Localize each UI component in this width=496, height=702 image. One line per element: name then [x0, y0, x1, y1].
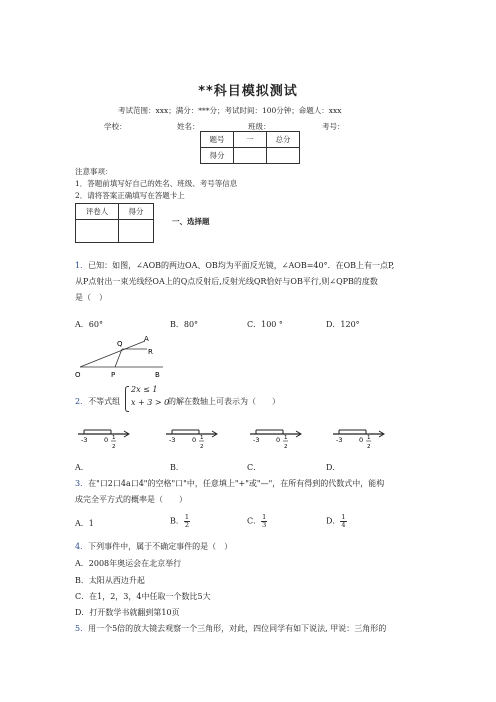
- q3-option-c[interactable]: [247, 514, 267, 529]
- tick-label: 1: [367, 435, 371, 441]
- q2-option-b[interactable]: B．: [170, 463, 184, 472]
- tick-label: 2: [112, 444, 116, 450]
- q1-option-b[interactable]: B．80°: [170, 320, 199, 329]
- inequality-1: 2x ≤ 1: [131, 385, 158, 394]
- grader-cell[interactable]: [119, 220, 154, 243]
- school-label: 学校：: [104, 122, 127, 131]
- grader-table: [75, 203, 154, 243]
- denominator: 3: [262, 521, 267, 529]
- question-number: 4．: [75, 542, 89, 551]
- question-2-suffix: 的解在数轴上可表示为（ ）: [168, 397, 280, 406]
- q1-option-c[interactable]: C．100 °: [247, 320, 283, 329]
- tick-label: -3: [81, 436, 88, 444]
- q2-option-d[interactable]: D．: [326, 463, 341, 472]
- q1-figure: [75, 333, 165, 381]
- note-item-2: 2．请将答案正确填写在答题卡上: [75, 191, 185, 200]
- tick-label: 1: [284, 435, 288, 441]
- q3-option-d[interactable]: [326, 514, 347, 529]
- label-b: B: [155, 371, 160, 379]
- numerator: 1: [341, 513, 346, 521]
- question-1-line1: 已知：如图，∠AOB的两边OA、OB均为平面反光镜，∠AOB=40°．在OB上有一点P,: [88, 261, 395, 270]
- label-p: P: [111, 371, 116, 379]
- fraction-one-half: [184, 514, 190, 529]
- label-r: R: [148, 348, 153, 356]
- q3-option-c-label: C．: [247, 516, 262, 526]
- tick-label: 0: [192, 436, 197, 444]
- tick-label: -3: [169, 436, 176, 444]
- notes-heading: 注意事项：: [75, 167, 113, 176]
- number-label: 考号：: [322, 122, 345, 131]
- numerator: 1: [262, 513, 267, 521]
- brace: [125, 386, 129, 412]
- numerator: 1: [184, 513, 190, 521]
- q2-number-lines: [76, 425, 396, 453]
- q3-option-a[interactable]: A．1: [75, 519, 94, 528]
- number-line-b: [166, 430, 217, 450]
- score-cell[interactable]: [234, 148, 267, 164]
- grader-col-0: 评卷人: [76, 204, 119, 220]
- fraction-one-quarter: [340, 514, 346, 529]
- question-4: [75, 539, 232, 555]
- tick-label: 0: [104, 436, 109, 444]
- tick-label: 0: [359, 436, 364, 444]
- q4-option-c[interactable]: C．在1，2，3，4中任取一个数比5大: [75, 592, 211, 601]
- label-o: O: [75, 371, 81, 379]
- denominator: 4: [341, 521, 346, 529]
- denominator: 2: [184, 521, 190, 529]
- tick-label: -3: [253, 436, 260, 444]
- number-line-d: [333, 430, 384, 450]
- question-2: [75, 394, 120, 410]
- ray-oa: [80, 341, 145, 367]
- question-1: [75, 258, 435, 306]
- question-1-line2: 从P点射出一束光线经OA上的Q点反射后,反射光线QR恰好与OB平行,则∠QPB的度数: [75, 277, 378, 286]
- note-item-1: 1．答题前填写好自己的姓名、班级、考号等信息: [75, 179, 238, 188]
- grader-col-1: 得分: [119, 204, 154, 220]
- q4-option-a[interactable]: A．2008年奥运会在北京举行: [75, 559, 182, 568]
- question-4-stem: 下列事件中，属于不确定事件的是（ ）: [88, 542, 233, 551]
- grader-cell[interactable]: [76, 220, 119, 243]
- name-label: 姓名：: [177, 122, 200, 131]
- score-table-header-2: 总分: [267, 132, 300, 148]
- score-table-header-0: 题号: [201, 132, 234, 148]
- page-title: **科目模拟测试: [198, 84, 298, 99]
- question-3: [75, 476, 435, 508]
- q1-option-a[interactable]: A．60°: [75, 320, 103, 329]
- q3-option-b[interactable]: [170, 514, 190, 529]
- number-line-c: [250, 430, 301, 450]
- question-1-line3: 是（ ）: [75, 293, 107, 302]
- question-number: 2．: [75, 397, 89, 406]
- tick-label: 2: [200, 444, 204, 450]
- tick-label: 2: [284, 444, 288, 450]
- q3-option-d-label: D．: [326, 516, 341, 526]
- score-table-row-label: 得分: [201, 148, 234, 164]
- exam-info: 考试范围：xxx；满分：***分；考试时间：100分钟；命题人：xxx: [118, 106, 342, 115]
- label-a: A: [144, 335, 149, 343]
- inequality-2: x + 3 > 0: [131, 398, 170, 407]
- question-2-prefix: 不等式组: [88, 397, 121, 406]
- score-cell[interactable]: [267, 148, 300, 164]
- fraction-one-third: [261, 514, 267, 529]
- q2-option-a[interactable]: A．: [75, 463, 89, 472]
- q2-option-c[interactable]: C．: [247, 463, 262, 472]
- tick-label: 1: [112, 435, 116, 441]
- q4-option-d[interactable]: D．打开数学书就翻到第10页: [75, 608, 180, 617]
- q1-option-d[interactable]: D．120°: [326, 320, 360, 329]
- q3-option-b-label: B．: [170, 516, 184, 526]
- question-number: 3．: [75, 479, 89, 488]
- question-number: 5．: [75, 624, 89, 633]
- number-line-a: [78, 430, 129, 450]
- tick-label: 0: [276, 436, 281, 444]
- question-3-line2: 成完全平方式的概率是（ ）: [75, 495, 187, 504]
- question-3-line1: 在"口2口4a口4"的空格"口"中，任意填上"+"或"—"，在所有得到的代数式中，能构: [88, 479, 385, 488]
- tick-label: -3: [336, 436, 343, 444]
- question-5-stem: 用一个5倍的放大镜去观察一个三角形，对此，四位同学有如下说法, 甲说：三角形的: [88, 624, 387, 633]
- question-5: [75, 621, 386, 637]
- question-number: 1．: [75, 261, 89, 270]
- tick-label: 2: [367, 444, 371, 450]
- q4-option-b[interactable]: B．太阳从西边升起: [75, 576, 145, 585]
- tick-label: 1: [200, 435, 204, 441]
- class-label: 班级：: [248, 122, 271, 131]
- section-title: 一、选择题: [172, 217, 210, 226]
- score-table-header-1: 一: [234, 132, 267, 148]
- score-table: [200, 131, 300, 164]
- label-q: Q: [117, 340, 123, 348]
